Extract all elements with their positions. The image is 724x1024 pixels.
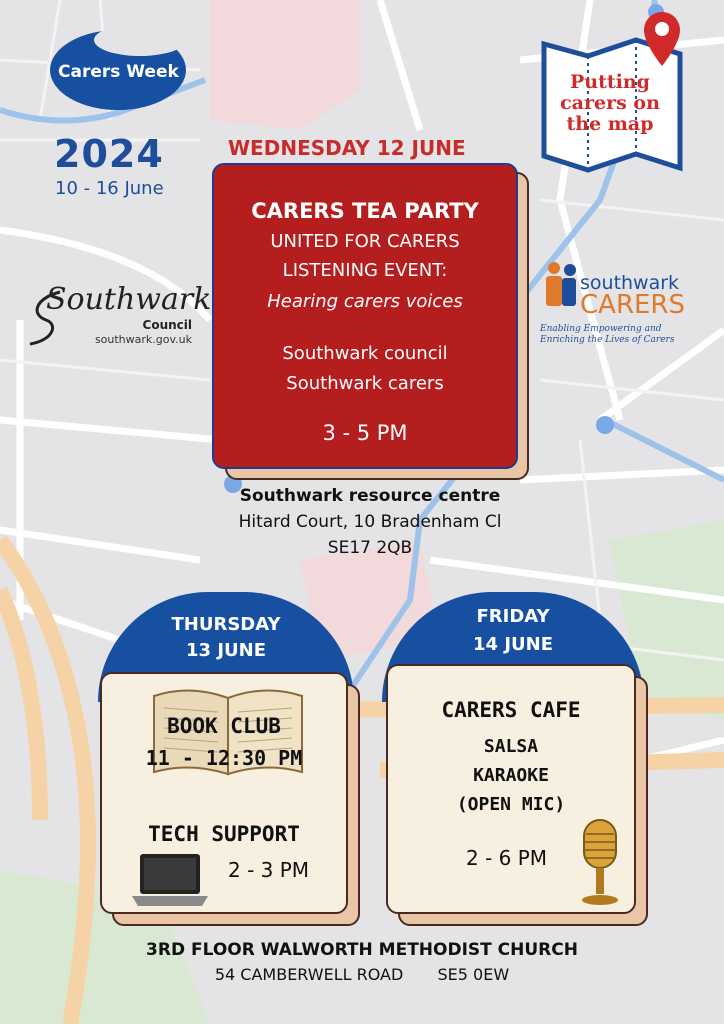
friday-date: 14 JUNE — [473, 634, 553, 655]
host-council: Southwark council — [282, 343, 448, 364]
carers-week-text: Carers Week — [58, 62, 179, 82]
wed-time: 3 - 5 PM — [322, 421, 408, 445]
open-mic-item: (OPEN MIC) — [456, 794, 566, 815]
laptop-icon — [130, 852, 210, 910]
footer-postcode: SE5 0EW — [437, 965, 510, 984]
footer-venue: 3RD FLOOR WALWORTH METHODIST CHURCH — [146, 940, 578, 960]
thursday-event-card — [100, 672, 348, 914]
venue-postcode: SE17 2QB — [327, 538, 413, 558]
friday-time: 2 - 6 PM — [466, 846, 548, 870]
carers-week-logo — [48, 26, 190, 110]
sc-line2: CARERS — [580, 290, 686, 320]
thursday-date: 13 JUNE — [186, 640, 266, 661]
wednesday-event-card — [212, 163, 518, 469]
book-club-time: 11 - 12:30 PM — [145, 746, 303, 770]
carers-cafe-title: CARERS CAFE — [441, 698, 581, 722]
karaoke-item: KARAOKE — [473, 765, 549, 786]
tea-party-title: CARERS TEA PARTY — [251, 199, 479, 223]
wed-line1: UNITED FOR CARERS — [270, 231, 460, 252]
footer-address — [0, 965, 724, 984]
map-pin-icon — [642, 10, 682, 68]
tech-support-time: 2 - 3 PM — [228, 858, 310, 882]
friday-event-card — [386, 664, 636, 914]
carers-figures-icon — [542, 260, 582, 310]
wednesday-heading: WEDNESDAY 12 JUNE — [228, 136, 466, 160]
wed-line3: Hearing carers voices — [267, 291, 463, 312]
map-tagline: Putting carers on the map — [560, 71, 660, 135]
host-carers: Southwark carers — [286, 373, 444, 394]
council-url: southwark.gov.uk — [94, 333, 192, 346]
tech-support-title: TECH SUPPORT — [148, 822, 300, 846]
council-wordmark: Southwark — [46, 282, 212, 317]
thursday-day: THURSDAY — [171, 614, 281, 635]
council-label: Council — [142, 318, 192, 332]
southwark-council-logo — [26, 282, 212, 352]
putting-carers-on-map-logo — [538, 10, 688, 174]
salsa-item: SALSA — [483, 736, 539, 757]
footer-street: 54 CAMBERWELL ROAD — [214, 965, 404, 984]
wed-line2: LISTENING EVENT: — [282, 260, 448, 281]
friday-day: FRIDAY — [476, 606, 550, 627]
book-club-title: BOOK CLUB — [167, 714, 281, 738]
year-heading: 2024 — [54, 132, 164, 176]
microphone-icon — [570, 814, 630, 910]
week-dates: 10 - 16 June — [55, 178, 164, 199]
sc-strapline: Enabling Empowering and Enriching the Lives of Carers — [540, 324, 675, 345]
venue-name: Southwark resource centre — [239, 486, 501, 506]
sc-line1: southwark — [580, 272, 680, 294]
venue-address: Hitard Court, 10 Bradenham Cl — [238, 512, 502, 532]
southwark-carers-logo — [540, 258, 700, 348]
